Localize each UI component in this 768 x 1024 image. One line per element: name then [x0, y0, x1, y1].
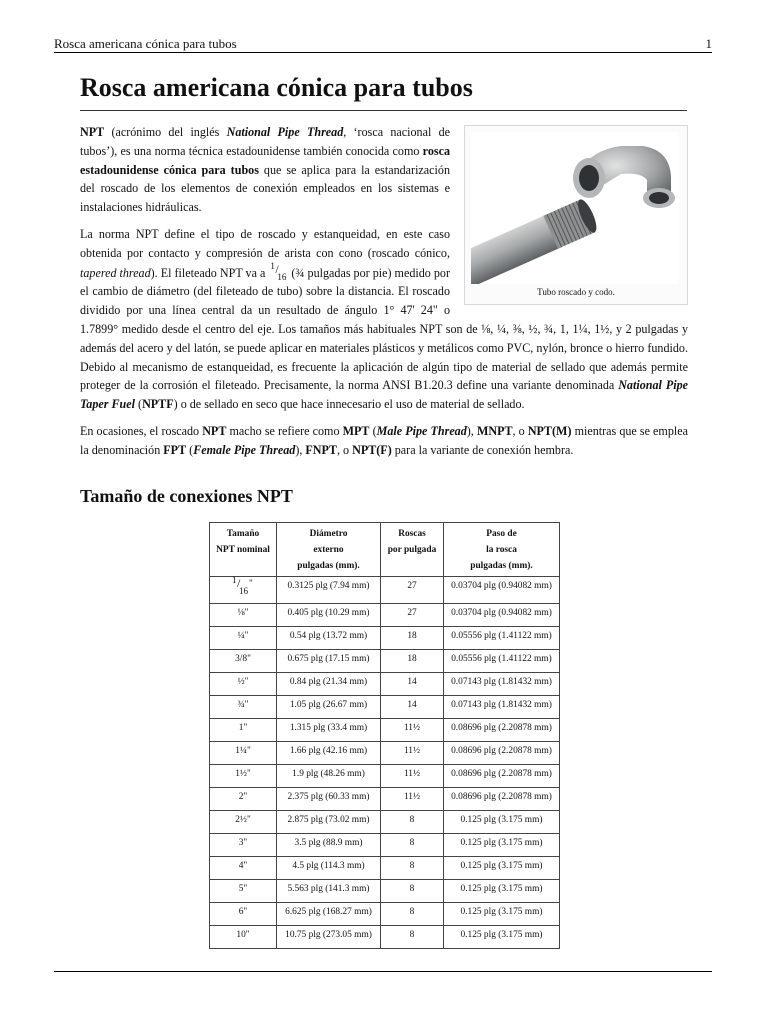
col-header-pitch	[444, 523, 560, 577]
table-row	[210, 719, 560, 742]
col-header-size	[210, 523, 277, 577]
cell-threads: 11½	[381, 742, 444, 765]
cell-diameter: 0.54 plg (13.72 mm)	[277, 627, 381, 650]
cell-size: ¾"	[210, 696, 277, 719]
table-row	[210, 903, 560, 926]
paragraph-ocasiones	[80, 422, 688, 460]
term: Male Pipe Thread	[376, 423, 467, 438]
term: MNPT	[476, 423, 513, 438]
term: NPT(F)	[352, 442, 392, 457]
term-rosca-estadounidense: rosca estadounidense cónica para tubos	[80, 143, 450, 177]
text: (¾ pulgadas por pie) medido por el cambio de diámetro (del fileteado de tubo) sobre la distancia. El roscado dividido por una línea central da un resultado de ángulo 1° 47' 24" o 1.7899° medido desde el centro del eje. Los tamaños más habituales NPT son de ⅛, ¼, ⅜, ½, ¾, 1, 1¼, 1½, y 2 pulgadas y además del acero y del latón, se puede aplicar en materiales plásticos y metálicos como PVC, nylón, bronce o hierro fundido. Debido al mecanismo de estanqueidad, es frecuente la aplicación de algún tipo de material de sellado que además permite proteger de la corrosión el fileteado. Precisamente, la norma ANSI B1.20.3 define una variante denominada	[80, 265, 688, 393]
fraction-numerator: 1	[270, 260, 275, 271]
header-line: pulgadas (mm).	[297, 561, 360, 571]
table-row	[210, 788, 560, 811]
cell-pitch: 0.08696 plg (2.20878 mm)	[444, 788, 560, 811]
text: macho se refiere como	[226, 423, 343, 438]
table-header-row	[210, 523, 560, 577]
table-row	[210, 926, 560, 949]
text: ),	[295, 442, 306, 457]
table-row	[210, 696, 560, 719]
cell-diameter: 0.675 plg (17.15 mm)	[277, 650, 381, 673]
cell-diameter: 0.3125 plg (7.94 mm)	[277, 577, 381, 604]
cell-size: 10"	[210, 926, 277, 949]
table-row	[210, 577, 560, 604]
pipe-photo	[471, 132, 679, 284]
term: FPT	[163, 442, 187, 457]
term: Female Pipe Thread	[193, 442, 296, 457]
cell-diameter: 3.5 plg (88.9 mm)	[277, 834, 381, 857]
header-line: por pulgada	[387, 545, 437, 555]
cell-diameter: 0.84 plg (21.34 mm)	[277, 673, 381, 696]
cell-pitch: 0.125 plg (3.175 mm)	[444, 857, 560, 880]
header-line: externo	[313, 545, 344, 555]
col-header-diameter	[277, 523, 381, 577]
fraction-denominator: 16	[239, 586, 248, 596]
text: (	[135, 397, 143, 412]
text: ) o de sellado en seco que hace innecesario el uso de material de sellado.	[173, 397, 525, 412]
cell-size: 3"	[210, 834, 277, 857]
header-line: Tamaño	[226, 529, 260, 539]
text: (acrónimo del inglés	[104, 125, 227, 139]
cell-pitch: 0.08696 plg (2.20878 mm)	[444, 765, 560, 788]
text: ),	[466, 423, 477, 438]
fraction-1-16	[230, 575, 256, 596]
size-suffix: "	[249, 579, 253, 589]
cell-size: 6"	[210, 903, 277, 926]
cell-size: 4"	[210, 857, 277, 880]
cell-threads: 8	[381, 926, 444, 949]
text: La norma NPT define el tipo de roscado y estanqueidad, en este caso obtenida por contacto y compresión de arista con cono (roscado cónico,	[80, 226, 450, 260]
fraction-numerator: 1	[232, 575, 237, 585]
cell-pitch: 0.03704 plg (0.94082 mm)	[444, 577, 560, 604]
cell-diameter: 5.563 plg (141.3 mm)	[277, 880, 381, 903]
term-national-pipe-thread: National Pipe Thread	[226, 125, 344, 139]
fraction-1-16	[268, 260, 288, 282]
cell-threads: 18	[381, 650, 444, 673]
cell-threads: 14	[381, 696, 444, 719]
term-tapered-thread: tapered thread	[80, 265, 151, 280]
footer-rule	[54, 971, 712, 972]
cell-size: 2½"	[210, 811, 277, 834]
table-row	[210, 857, 560, 880]
cell-diameter: 1.66 plg (42.16 mm)	[277, 742, 381, 765]
text: , o	[336, 442, 353, 457]
header-line: NPT nominal	[216, 545, 270, 555]
cell-threads: 14	[381, 673, 444, 696]
cell-threads: 18	[381, 627, 444, 650]
cell-threads: 11½	[381, 788, 444, 811]
text: , o	[512, 423, 528, 438]
fraction-slash: /	[275, 261, 279, 276]
header-line: Diámetro	[309, 529, 348, 539]
table-row	[210, 627, 560, 650]
term-nptf: NPTF	[142, 397, 174, 412]
cell-pitch: 0.125 plg (3.175 mm)	[444, 880, 560, 903]
cell-threads: 8	[381, 903, 444, 926]
cell-size: ¼"	[210, 627, 277, 650]
fraction-slash: /	[237, 576, 241, 590]
cell-pitch: 0.125 plg (3.175 mm)	[444, 903, 560, 926]
cell-diameter: 0.405 plg (10.29 mm)	[277, 604, 381, 627]
cell-threads: 27	[381, 604, 444, 627]
cell-pitch: 0.05556 plg (1.41122 mm)	[444, 650, 560, 673]
text: (	[369, 423, 377, 438]
cell-threads: 8	[381, 811, 444, 834]
cell-diameter: 6.625 plg (168.27 mm)	[277, 903, 381, 926]
header-line: Roscas	[398, 529, 426, 539]
cell-pitch: 0.07143 plg (1.81432 mm)	[444, 673, 560, 696]
cell-diameter: 2.375 plg (60.33 mm)	[277, 788, 381, 811]
header-line: la rosca	[486, 545, 517, 555]
cell-threads: 8	[381, 857, 444, 880]
table-row	[210, 834, 560, 857]
text: , ‘rosca nacional de tubos’), es una norma técnica estadounidense también conocida como	[80, 125, 450, 158]
term: MPT	[342, 423, 370, 438]
col-header-threads	[381, 523, 444, 577]
cell-pitch: 0.08696 plg (2.20878 mm)	[444, 719, 560, 742]
cell-size: 5"	[210, 880, 277, 903]
text: En ocasiones, el roscado	[80, 423, 203, 438]
cell-diameter: 10.75 plg (273.05 mm)	[277, 926, 381, 949]
text: ). El fileteado NPT va a	[150, 265, 269, 280]
term: NPT(M)	[527, 423, 572, 438]
table-row	[210, 742, 560, 765]
text: para la variante de conexión hembra.	[391, 442, 574, 457]
term-npt: NPT	[80, 125, 105, 139]
cell-diameter: 4.5 plg (114.3 mm)	[277, 857, 381, 880]
cell-size: 3/8"	[210, 650, 277, 673]
term-national-pipe-taper-fuel: National Pipe Taper Fuel	[80, 378, 689, 412]
table-row	[210, 650, 560, 673]
page-number: 1	[705, 36, 712, 51]
section-heading: Tamaño de conexiones NPT	[80, 486, 293, 506]
fraction-denominator: 16	[277, 271, 287, 282]
cell-threads: 8	[381, 834, 444, 857]
term: NPT	[202, 423, 227, 438]
cell-diameter: 2.875 plg (73.02 mm)	[277, 811, 381, 834]
text: (	[186, 442, 194, 457]
cell-size: 1½"	[210, 765, 277, 788]
cell-pitch: 0.07143 plg (1.81432 mm)	[444, 696, 560, 719]
cell-diameter: 1.315 plg (33.4 mm)	[277, 719, 381, 742]
cell-pitch: 0.03704 plg (0.94082 mm)	[444, 604, 560, 627]
figure-caption: Tubo roscado y codo.	[537, 287, 615, 297]
cell-threads: 11½	[381, 719, 444, 742]
cell-size	[210, 577, 277, 604]
page-title: Rosca americana cónica para tubos	[80, 70, 687, 111]
cell-threads: 11½	[381, 765, 444, 788]
article-body	[80, 123, 688, 468]
cell-size: 2"	[210, 788, 277, 811]
cell-pitch: 0.125 plg (3.175 mm)	[444, 811, 560, 834]
figure	[464, 125, 688, 305]
header-line: pulgadas (mm).	[470, 561, 533, 571]
table-row	[210, 765, 560, 788]
npt-size-table	[209, 522, 560, 949]
cell-size: ⅛"	[210, 604, 277, 627]
cell-size: 1¼"	[210, 742, 277, 765]
cell-pitch: 0.08696 plg (2.20878 mm)	[444, 742, 560, 765]
running-header	[54, 36, 712, 53]
header-line: Paso de	[486, 529, 517, 539]
cell-diameter: 1.05 plg (26.67 mm)	[277, 696, 381, 719]
cell-size: ½"	[210, 673, 277, 696]
cell-pitch: 0.05556 plg (1.41122 mm)	[444, 627, 560, 650]
table-row	[210, 673, 560, 696]
cell-pitch: 0.125 plg (3.175 mm)	[444, 926, 560, 949]
table-row	[210, 811, 560, 834]
term: FNPT	[305, 442, 337, 457]
text: que se aplica para la estandarización del roscado de los elementos de conexión empleados en los sistemas e instalaciones hidráulicas.	[80, 162, 450, 215]
cell-diameter: 1.9 plg (48.26 mm)	[277, 765, 381, 788]
cell-size: 1"	[210, 719, 277, 742]
cell-threads: 27	[381, 577, 444, 604]
table-row	[210, 880, 560, 903]
running-title: Rosca americana cónica para tubos	[54, 36, 237, 51]
cell-threads: 8	[381, 880, 444, 903]
cell-pitch: 0.125 plg (3.175 mm)	[444, 834, 560, 857]
text: mientras que se emplea la denominación	[80, 423, 688, 457]
table-row	[210, 604, 560, 627]
